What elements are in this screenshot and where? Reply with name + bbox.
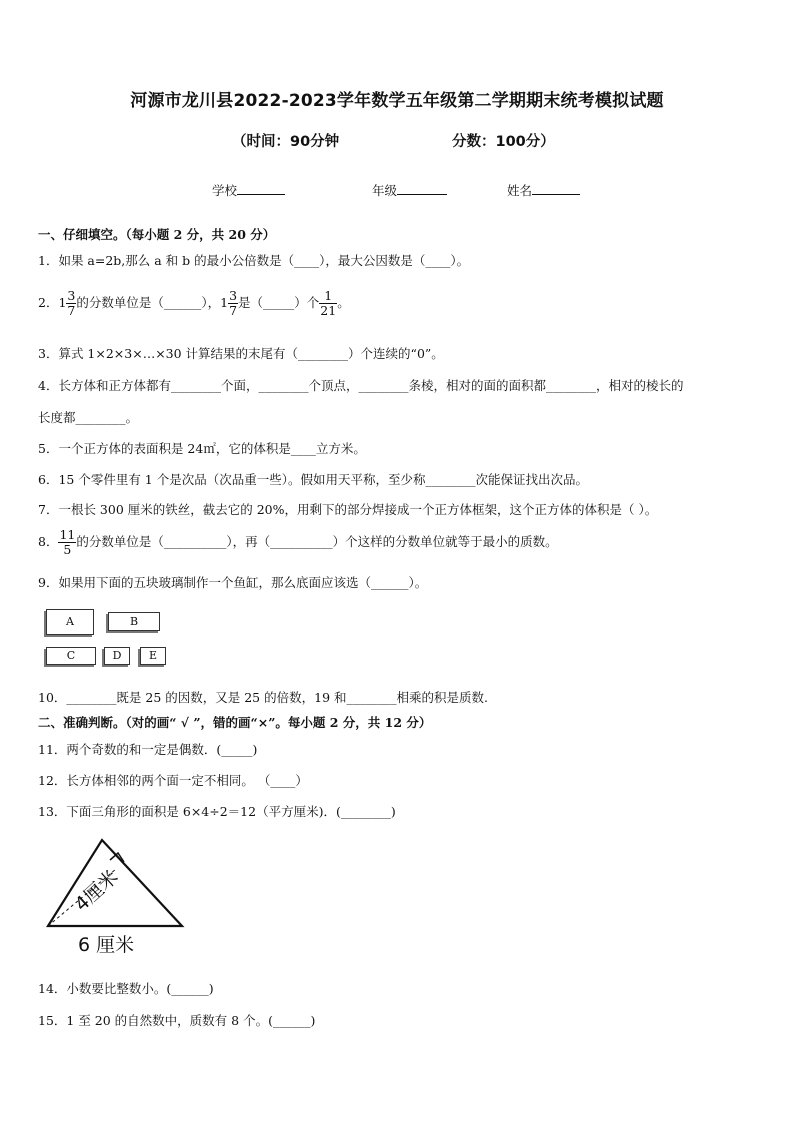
glass-panel-a: [46, 609, 94, 635]
question-12: 12．长方体相邻的两个面一定不相同。 （____）: [38, 773, 308, 788]
glass-panel-b: [108, 612, 160, 631]
q8-fraction: [58, 528, 76, 557]
grade-blank[interactable]: [397, 182, 447, 195]
question-9: 9．如果用下面的五块玻璃制作一个鱼缸，那么底面应该选（______）。: [38, 575, 428, 590]
glass-panel-d: [104, 647, 130, 665]
q2-text2: 是（_____）个: [238, 295, 320, 310]
q2-den2: 7: [229, 303, 238, 318]
q2-suffix: 。: [337, 295, 350, 310]
name-field: [507, 181, 580, 199]
q2-fraction1: [66, 289, 76, 318]
question-4-line2: 长度都________。: [38, 410, 139, 425]
question-14: 14．小数要比整数小。(______): [38, 981, 214, 996]
q2-num3: 1: [319, 289, 337, 304]
section2-heading: 二、准确判断。（对的画“ √ ”，错的画“×”。每小题 2 分，共 12 分）: [38, 715, 432, 730]
question-3: 3．算式 1×2×3×…×30 计算结果的末尾有（________）个连续的“0”。: [38, 346, 444, 361]
grade-label: 年级: [372, 183, 398, 198]
name-label: 姓名: [507, 183, 533, 198]
q2-num2: 3: [229, 288, 238, 303]
q8-text: 的分数单位是（__________），再（__________）个这样的分数单位就等于最小的质数。: [76, 534, 558, 549]
grade-field: [372, 181, 447, 199]
q2-fraction2: [228, 289, 238, 318]
q2-fraction3: [319, 289, 337, 318]
question-4-line1: 4．长方体和正方体都有________个面，________个顶点，________条棱，相对的面的面积都________，相对的棱长的: [38, 378, 684, 393]
page-title: 河源市龙川县2022-2023学年数学五年级第二学期期末统考模拟试题: [130, 91, 664, 111]
q2-prefix: 2．: [38, 295, 59, 310]
triangle-base-label: 6 厘米: [78, 934, 135, 956]
glass-panel-e: [140, 647, 166, 665]
q8-den: 5: [63, 542, 72, 557]
question-13: 13．下面三角形的面积是 6×4÷2＝12（平方厘米)．(________): [38, 804, 396, 819]
glass-label-b: B: [129, 615, 139, 628]
glass-label-a: A: [66, 615, 74, 628]
question-6: 6．15 个零件里有 1 个是次品（次品重一些）。假如用天平称，至少称________次能保证找出次品。: [38, 472, 588, 487]
q2-den3: 21: [320, 303, 337, 318]
q8-num: 11: [59, 527, 76, 542]
question-7: 7．一根长 300 厘米的铁丝，截去它的 20%，用剩下的部分焊接成一个正方体框架，这个正方体的体积是（ ）。: [38, 502, 658, 517]
question-11: 11．两个奇数的和一定是偶数．(_____): [38, 742, 258, 757]
question-15: 15．1 至 20 的自然数中，质数有 8 个。(______): [38, 1013, 316, 1028]
q2-text1: 的分数单位是（______），: [76, 295, 221, 310]
name-blank[interactable]: [532, 182, 580, 195]
glass-label-c: C: [66, 649, 76, 662]
triangle-figure: [40, 836, 190, 958]
glass-panel-c: [46, 647, 96, 665]
q2-den1: 7: [67, 303, 76, 318]
q2-num1: 3: [67, 288, 76, 303]
question-8: [38, 528, 558, 557]
question-5: 5．一个正方体的表面积是 24㎡，它的体积是____立方米。: [38, 441, 366, 456]
question-2: [38, 289, 350, 318]
question-10: 10．________既是 25 的因数，又是 25 的倍数，19 和________相乘的积是质数.: [38, 690, 488, 705]
triangle-height-label: 4厘米: [70, 865, 123, 916]
exam-time: （时间：90分钟: [232, 134, 340, 150]
school-field: [212, 181, 285, 199]
exam-score: 分数：100分）: [452, 134, 555, 150]
q2-whole1: 1: [58, 295, 67, 310]
school-blank[interactable]: [237, 182, 285, 195]
q2-whole2: 1: [220, 295, 229, 310]
school-label: 学校: [212, 183, 238, 198]
question-1: 1．如果 a=2b,那么 a 和 b 的最小公倍数是（____），最大公因数是（____）。: [38, 253, 470, 268]
glass-label-e: E: [148, 649, 158, 662]
q8-prefix: 8．: [38, 534, 59, 549]
section1-heading: 一、仔细填空。（每小题 2 分，共 20 分）: [38, 227, 276, 242]
glass-label-d: D: [112, 649, 122, 662]
